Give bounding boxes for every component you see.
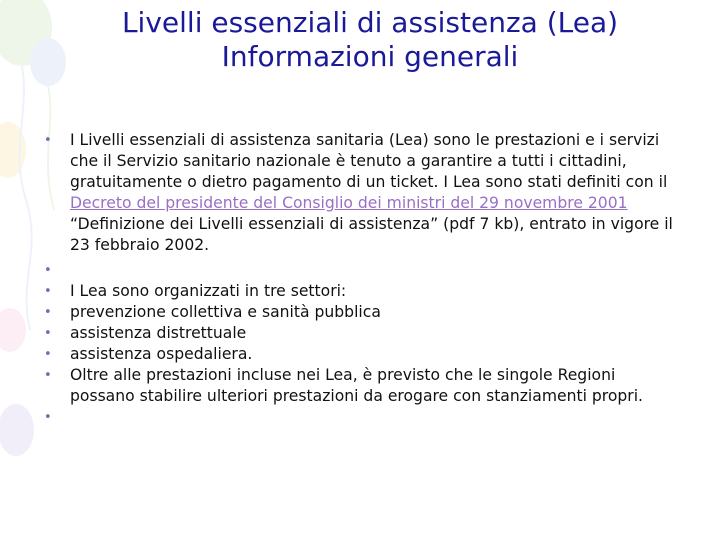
- bullet-icon: •: [44, 305, 52, 320]
- list-item: [38, 130, 678, 256]
- slide-title: [60, 6, 680, 74]
- balloon-yellow: [0, 122, 26, 178]
- bullet-icon: •: [44, 368, 52, 383]
- empty-list-item: [38, 407, 678, 428]
- bullet-icon: •: [44, 347, 52, 362]
- list-item-text: Oltre alle prestazioni incluse nei Lea, è previsto che le singole Regioni possano stabilire ulteriori prestazioni da erogare con stanziamenti propri.: [70, 366, 643, 405]
- bullet-icon: •: [44, 410, 52, 425]
- bullet-icon: •: [44, 263, 52, 278]
- list-item: [38, 281, 678, 302]
- list-item-text: I Lea sono organizzati in tre settori:: [70, 282, 347, 300]
- title-line-2: Informazioni generali: [221, 40, 519, 73]
- list-item-text: prevenzione collettiva e sanità pubblica: [70, 303, 381, 321]
- bullet-icon: •: [44, 284, 52, 299]
- bullet-icon: •: [44, 326, 52, 341]
- empty-list-item: [38, 260, 678, 281]
- bullet-list: [38, 130, 678, 428]
- paragraph-text: I Livelli essenziali di assistenza sanitaria (Lea) sono le prestazioni e i servizi che il Servizio sanitario nazionale è tenuto a garantire a tutti i cittadini, gratuitamente o dietro pagamento di un ticket. I Lea sono stati definiti con il: [70, 131, 668, 191]
- decree-link[interactable]: Decreto del presidente del Consiglio dei ministri del 29 novembre 2001: [70, 194, 628, 212]
- paragraph-text: “Definizione dei Livelli essenziali di assistenza” (pdf 7 kb), entrato in vigore il 23 febbraio 2002.: [70, 215, 673, 254]
- list-item: [38, 323, 678, 344]
- balloon-pink: [0, 308, 26, 352]
- list-item-text: assistenza ospedaliera.: [70, 345, 253, 363]
- bullet-icon: •: [44, 133, 52, 148]
- list-item: [38, 302, 678, 323]
- list-item-text: assistenza distrettuale: [70, 324, 247, 342]
- title-line-1: Livelli essenziali di assistenza (Lea): [121, 6, 619, 39]
- list-item: [38, 365, 678, 407]
- list-item: [38, 344, 678, 365]
- balloon-purple: [0, 404, 34, 456]
